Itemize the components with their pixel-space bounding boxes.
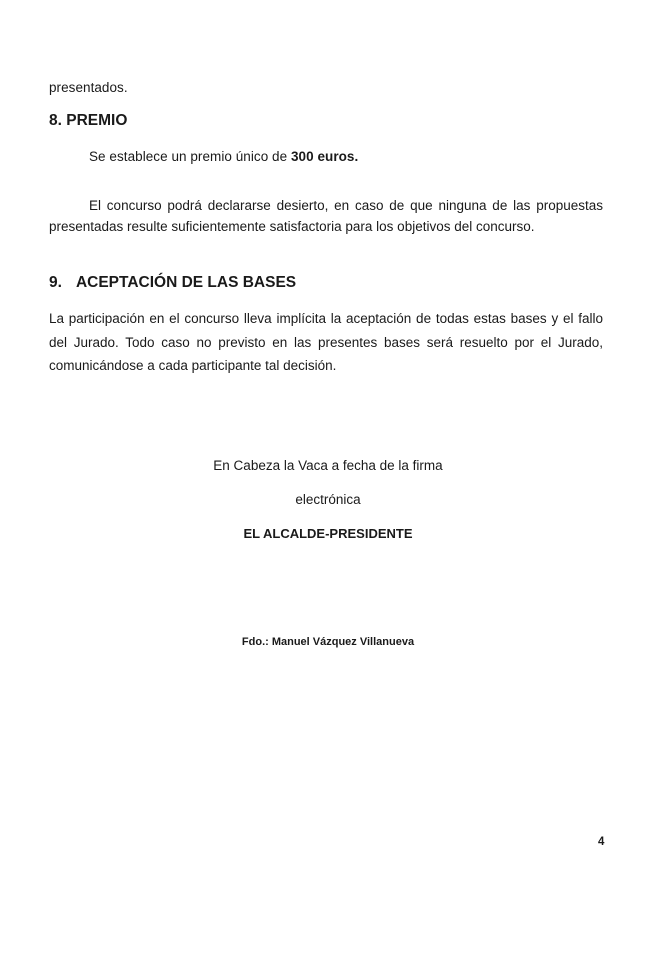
prize-amount: 300 euros. — [290, 149, 359, 164]
prize-paragraph — [89, 147, 358, 167]
page-number: 4 — [598, 836, 605, 848]
section-9-title: ACEPTACIÓN DE LAS BASES — [75, 274, 297, 291]
previous-section-tail: presentados. — [49, 80, 128, 95]
section-9-heading — [49, 273, 296, 293]
place-date-line: En Cabeza la Vaca a fecha de la firma — [213, 458, 443, 473]
acceptance-paragraph-line-2: del Jurado. Todo caso no previsto en las presentes bases será resuelto por el Jurado, — [49, 335, 603, 350]
section-8-heading: 8. PREMIO — [49, 112, 128, 129]
desert-paragraph-line-1: El concurso podrá declararse desierto, en caso de que ninguna de las propuestas — [89, 198, 603, 213]
signed-by: Fdo.: Manuel Vázquez Villanueva — [241, 636, 415, 648]
signature-line — [0, 631, 652, 652]
prize-text: Se establece un premio único de — [89, 149, 291, 164]
desert-paragraph-line-2: presentadas resulte suficientemente satisfactoria para los objetivos del concurso. — [49, 219, 535, 234]
place-date-continuation: electrónica — [295, 492, 361, 507]
acceptance-paragraph-line-3: comunicándose a cada participante tal decisión. — [49, 358, 337, 373]
acceptance-paragraph-line-1: La participación en el concurso lleva implícita la aceptación de todas estas bases y el fallo — [49, 311, 603, 326]
section-9-number: 9. — [49, 274, 62, 291]
signer-role: EL ALCALDE-PRESIDENTE — [243, 526, 413, 541]
